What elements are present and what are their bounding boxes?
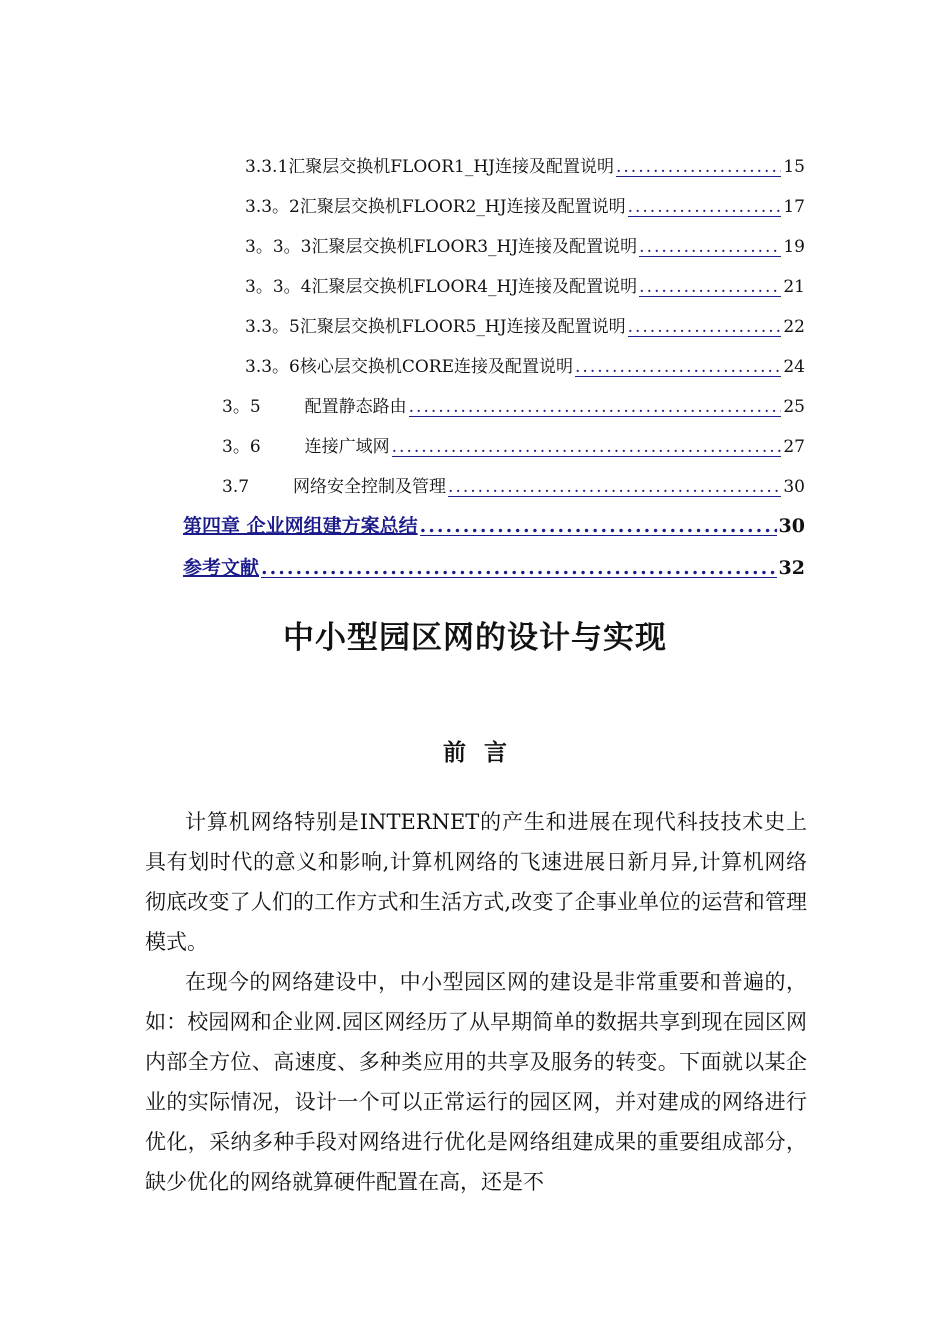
- toc-leader: [409, 398, 782, 417]
- toc-section-number: 3.7: [222, 477, 250, 497]
- toc-page-number: 15: [783, 157, 805, 177]
- toc-section-title: 配置静态路由: [304, 397, 407, 417]
- toc-leader: [392, 438, 782, 457]
- toc-entry[interactable]: [245, 232, 805, 256]
- toc-page-number: 30: [783, 477, 805, 497]
- toc-leader: [261, 559, 777, 578]
- toc-page-number: 21: [783, 277, 805, 297]
- toc-entry[interactable]: [245, 152, 805, 176]
- toc-entry-text: 3.3。2汇聚层交换机FLOOR2_HJ连接及配置说明: [245, 197, 626, 217]
- toc-leader: [448, 478, 781, 497]
- paragraph: 计算机网络特别是INTERNET的产生和进展在现代科技技术史上具有划时代的意义和影响,计算机网络的飞速进展日新月异,计算机网络彻底改变了人们的工作方式和生活方式,改变了企事业单位的运营和管理模式。: [145, 810, 807, 954]
- toc-entry-text: 3。3。4汇聚层交换机FLOOR4_HJ连接及配置说明: [245, 277, 638, 297]
- toc-page-number: 19: [783, 237, 805, 257]
- toc-section-number: 3。5: [222, 397, 261, 417]
- body-text: [145, 802, 807, 1202]
- toc-entry[interactable]: [245, 192, 805, 216]
- paragraph: 在现今的网络建设中，中小型园区网的建设是非常重要和普遍的，如：校园网和企业网.园区网经历了从早期简单的数据共享到现在园区网内部全方位、高速度、多种类应用的共享及服务的转变。下面就以某企业的实际情况，设计一个可以正常运行的园区网，并对建成的网络进行优化，采纳多种手段对网络进行优化是网络组建成果的重要组成部分，缺少优化的网络就算硬件配置在高，还是不: [145, 970, 807, 1194]
- toc-section-number: 3。6: [222, 437, 261, 457]
- toc-leader: [628, 198, 782, 217]
- toc-leader: [420, 517, 777, 536]
- toc-page-number: 17: [783, 197, 805, 217]
- toc-page-number: 32: [778, 557, 805, 579]
- toc-entry-text: 3.3。6核心层交换机CORE连接及配置说明: [245, 357, 574, 377]
- toc-section-title: 网络安全控制及管理: [293, 477, 447, 497]
- toc-section[interactable]: [222, 472, 805, 496]
- toc-page-number: 25: [783, 397, 805, 417]
- toc-entry-text: 3。3。3汇聚层交换机FLOOR3_HJ连接及配置说明: [245, 237, 638, 257]
- toc-leader: [575, 358, 781, 377]
- section-heading: 前言: [443, 739, 525, 766]
- toc-chapter-link[interactable]: [183, 511, 805, 535]
- toc-page-number: 30: [778, 515, 805, 537]
- toc-entry[interactable]: [245, 272, 805, 296]
- toc-page-number: 27: [783, 437, 805, 457]
- document-title: 中小型园区网的设计与实现: [283, 620, 667, 656]
- toc-leader: [639, 238, 781, 257]
- toc-chapter-link[interactable]: [183, 553, 805, 577]
- toc-section-text: [222, 432, 390, 457]
- toc-chapter-text: 参考文献: [183, 557, 260, 579]
- toc-section[interactable]: [222, 432, 805, 456]
- toc-leader: [628, 318, 782, 337]
- toc-leader: [639, 278, 781, 297]
- toc-entry[interactable]: [245, 352, 805, 376]
- toc-entry-text: 3.3。5汇聚层交换机FLOOR5_HJ连接及配置说明: [245, 317, 626, 337]
- toc-chapter-text: 第四章 企业网组建方案总结: [183, 515, 418, 537]
- toc-section[interactable]: [222, 392, 805, 416]
- toc-section-text: [222, 472, 446, 497]
- toc-page-number: 24: [783, 357, 805, 377]
- toc-section-text: [222, 392, 407, 417]
- toc-leader: [616, 158, 781, 177]
- toc-entry-text: 3.3.1汇聚层交换机FLOOR1_HJ连接及配置说明: [245, 157, 614, 177]
- toc-section-title: 连接广域网: [304, 437, 390, 457]
- toc-entry[interactable]: [245, 312, 805, 336]
- toc-page-number: 22: [783, 317, 805, 337]
